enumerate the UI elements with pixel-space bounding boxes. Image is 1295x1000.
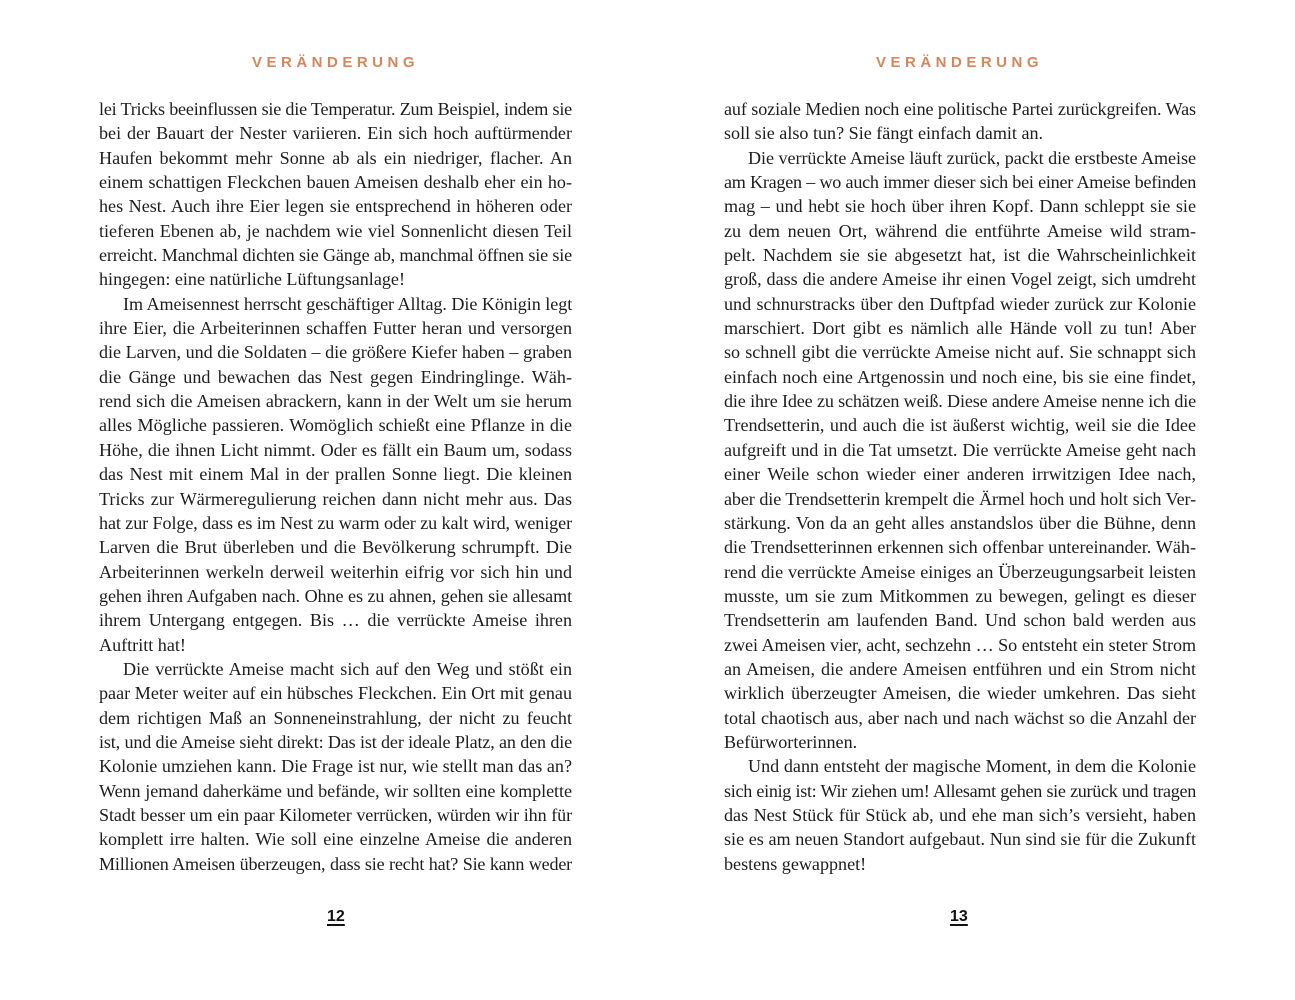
body-text: [724, 97, 1196, 876]
text-line: stärkung. Von da an geht alles anstandslos über die Bühne, denn: [724, 512, 1196, 533]
text-line: bestens gewappnet!: [724, 853, 867, 874]
text-line: hat zur Folge, dass es im Nest zu warm oder zu kalt wird, weniger: [99, 512, 572, 533]
text-line: Im Ameisennest herrscht geschäftiger Alltag. Die Königin legt: [123, 293, 573, 314]
text-line: Höhe, die ihnen Licht nimmt. Oder es fällt ein Baum um, sodass: [99, 439, 572, 460]
text-line: marschiert. Dort gibt es nämlich alle Hände voll zu tun! Aber: [724, 318, 1196, 339]
text-line: Die verrückte Ameise macht sich auf den Weg und stößt ein: [123, 658, 572, 679]
text-line: die Larven, und die Soldaten – die größere Kiefer haben – graben: [99, 342, 572, 363]
text-line: hes Nest. Auch ihre Eier legen sie entsprechend in höheren oder: [99, 196, 572, 217]
text-line: aufgreift und in die Tat umsetzt. Die verrückte Ameise geht nach: [724, 439, 1196, 460]
text-line: alles Mögliche passieren. Womöglich schießt eine Pflanze in die: [99, 415, 572, 436]
text-line: aber die Trendsetterin krempelt die Ärmel hoch und holt sich Ver-: [724, 488, 1196, 509]
text-line: Wenn jemand daherkäme und befände, wir sollten eine komplette: [99, 780, 572, 801]
text-line: komplett irre halten. Wie soll eine einzelne Ameise die anderen: [99, 829, 572, 850]
text-line: Kolonie umziehen kann. Die Frage ist nur, wie stellt man das an?: [99, 756, 572, 777]
text-line: Befürworterinnen.: [724, 731, 858, 752]
text-line: an Ameisen, die andere Ameisen entführen und ein Strom nicht: [724, 658, 1196, 679]
text-line: musste, um sie zum Mitkommen zu bewegen, gelingt es dieser: [724, 585, 1196, 606]
running-head: VERÄNDERUNG: [251, 54, 419, 71]
text-line: gehen ihren Aufgaben nach. Ohne es zu ahnen, gehen sie allesamt: [99, 585, 572, 606]
page-number: 13: [950, 908, 968, 925]
body-text: [99, 97, 572, 876]
text-line: rend sich die Ameisen abrackern, kann in der Welt um sie herum: [99, 391, 572, 412]
text-line: ihrem Untergang entgegen. Bis … die verrückte Ameise ihren: [99, 610, 572, 631]
text-line: Trendsetterin, und auch die ist äußerst wichtig, weil sie die Idee: [724, 415, 1196, 436]
text-line: hingegen: eine natürliche Lüftungsanlage!: [99, 269, 405, 290]
text-line: so schnell gibt die verrückte Ameise nicht auf. Sie schnappt sich: [724, 342, 1196, 363]
text-line: Stadt besser um ein paar Kilometer verrücken, würden wir ihn für: [99, 804, 572, 825]
text-line: rend die verrückte Ameise einiges an Überzeugungsarbeit leisten: [724, 561, 1196, 582]
text-line: die Trendsetterinnen erkennen sich offenbar untereinander. Wäh-: [724, 537, 1196, 558]
text-line: sie es am neuen Standort aufgebaut. Nun sind sie für die Zukunft: [724, 829, 1196, 850]
text-line: Arbeiterinnen werkeln derweil weiterhin eifrig vor sich hin und: [99, 561, 572, 582]
text-line: wirklich überzeugter Ameisen, die wieder umkehren. Das sieht: [724, 683, 1196, 704]
text-line: Trendsetterin am laufenden Band. Und schon bald werden aus: [724, 610, 1196, 631]
left-page: [0, 0, 647, 1000]
text-line: und schnurstracks über den Duftpfad wieder zurück zur Kolonie: [724, 293, 1196, 314]
text-line: ihre Eier, die Arbeiterinnen schaffen Futter heran und versorgen: [99, 318, 572, 339]
right-page: [648, 0, 1295, 1000]
text-line: einer Weile schon wieder einer anderen irrwitzigen Idee nach,: [724, 464, 1196, 485]
text-line: tieferen Ebenen ab, je nachdem wie viel Sonnenlicht diesen Teil: [99, 220, 572, 241]
text-line: pelt. Nachdem sie sie abgesetzt hat, ist die Wahrscheinlichkeit: [724, 245, 1196, 266]
text-line: total chaotisch aus, aber nach und nach wächst so die Anzahl der: [724, 707, 1196, 728]
text-line: mag – und hebt sie hoch über ihren Kopf. Dann schleppt sie sie: [724, 196, 1196, 217]
text-line: Larven die Brut überleben und die Bevölkerung schrumpft. Die: [99, 537, 572, 558]
text-line: Millionen Ameisen überzeugen, dass sie recht hat? Sie kann weder: [99, 853, 572, 874]
text-line: ist, und die Ameise sieht direkt: Das ist der ideale Platz, an den die: [99, 731, 572, 752]
text-line: am Kragen – wo auch immer dieser sich bei einer Ameise befinden: [724, 172, 1196, 193]
text-line: Die verrückte Ameise läuft zurück, packt die erstbeste Ameise: [748, 147, 1196, 168]
text-line: einem schattigen Fleckchen bauen Ameisen deshalb eher ein ho-: [99, 172, 572, 193]
text-line: einfach noch eine Artgenossin und noch eine, bis sie eine findet,: [724, 366, 1196, 387]
text-line: das Nest mit einem Mal in der prallen Sonne liegt. Die kleinen: [99, 464, 572, 485]
text-line: Haufen bekommt mehr Sonne ab als ein niedriger, flacher. An: [99, 147, 572, 168]
text-line: erreicht. Manchmal dichten sie Gänge ab, manchmal öffnen sie sie: [99, 245, 572, 266]
text-line: zu dem neuen Ort, während die entführte Ameise wild stram-: [724, 220, 1196, 241]
text-line: die Gänge und bewachen das Nest gegen Eindringlinge. Wäh-: [99, 366, 572, 387]
text-line: Und dann entsteht der magische Moment, in dem die Kolonie: [748, 756, 1196, 777]
text-line: das Nest Stück für Stück ab, und ehe man sich’s versieht, haben: [724, 804, 1196, 825]
page-number: 12: [327, 908, 345, 925]
text-line: Tricks zur Wärmeregulierung reichen dann nicht mehr aus. Das: [99, 488, 572, 509]
text-line: soll sie also tun? Sie fängt einfach damit an.: [724, 123, 1044, 144]
text-line: groß, dass die andere Ameise ihr einen Vogel zeigt, sich umdreht: [724, 269, 1196, 290]
text-line: die ihre Idee zu schätzen weiß. Diese andere Ameise nenne ich die: [724, 391, 1196, 412]
text-line: auf soziale Medien noch eine politische Partei zurückgreifen. Was: [724, 99, 1196, 119]
text-line: zwei Ameisen vier, acht, sechzehn … So entsteht ein steter Strom: [724, 634, 1196, 655]
text-line: lei Tricks beeinflussen sie die Temperatur. Zum Beispiel, indem sie: [99, 99, 572, 119]
running-head: VERÄNDERUNG: [875, 54, 1043, 71]
text-line: Auftritt hat!: [99, 634, 186, 655]
text-line: paar Meter weiter auf ein hübsches Fleckchen. Ein Ort mit genau: [99, 683, 572, 704]
text-line: sich einig ist: Wir ziehen um! Allesamt gehen sie zurück und tragen: [724, 780, 1196, 801]
text-line: bei der Bauart der Nester variieren. Ein sich hoch auftürmender: [99, 123, 572, 144]
text-line: dem richtigen Maß an Sonneneinstrahlung, der nicht zu feucht: [99, 707, 572, 728]
